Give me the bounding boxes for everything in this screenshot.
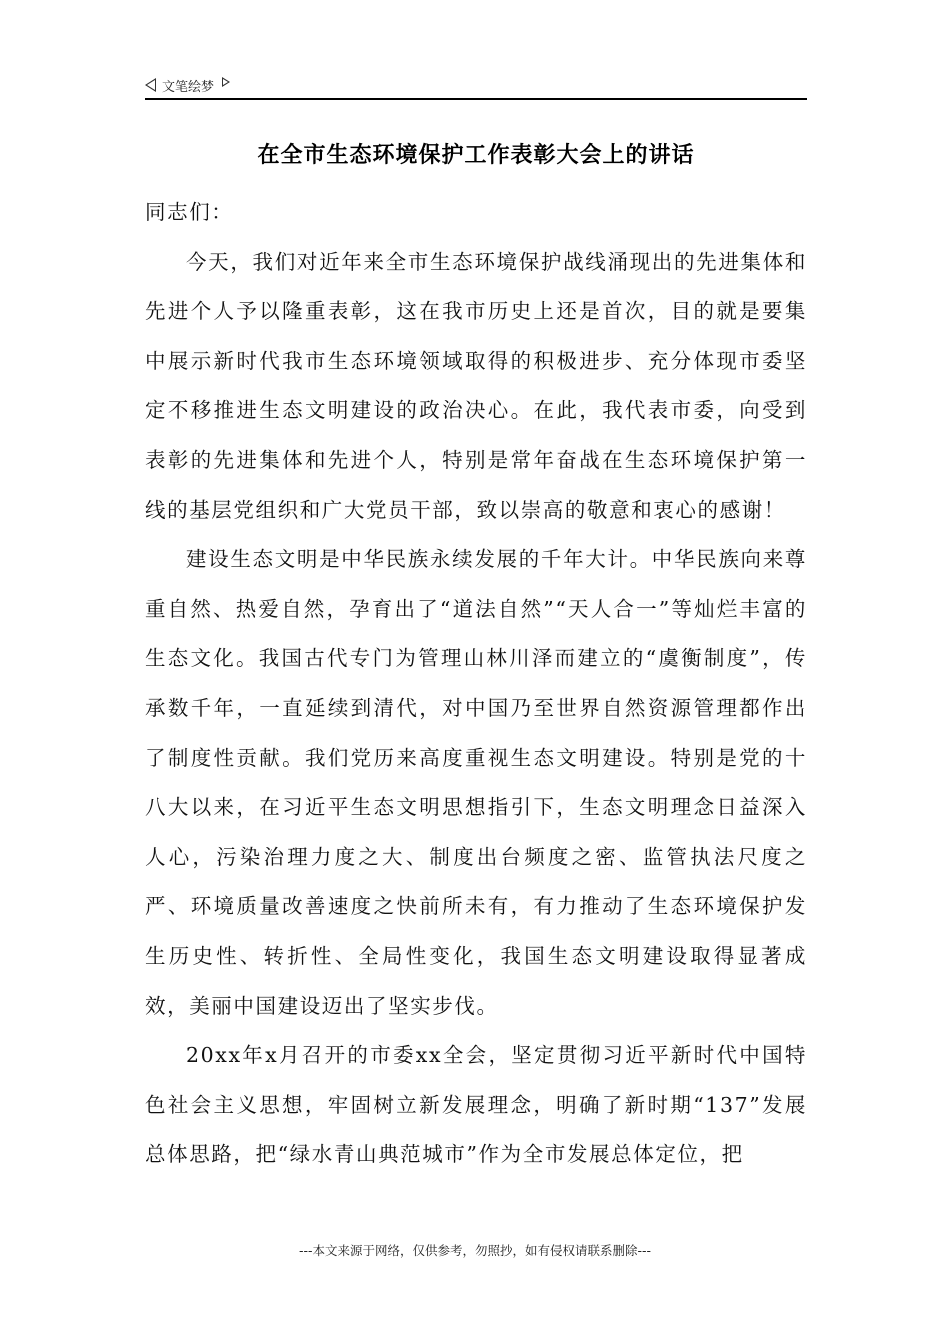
paragraph-2: 建设生态文明是中华民族永续发展的千年大计。中华民族向来尊重自然、热爱自然，孕育出了“道法自然”“天人合一”等灿烂丰富的生态文化。我国古代专门为管理山林川泽而建立的“虞衡制度”，传承数千年，一直延续到清代，对中国乃至世界自然资源管理都作出了制度性贡献。我们党历来高度重视生态文明建设。特别是党的十八大以来，在习近平生态文明思想指引下，生态文明理念日益深入人心，污染治理力度之大、制度出台频度之密、监管执法尺度之严、环境质量改善速度之快前所未有，有力推动了生态环境保护发生历史性、转折性、全局性变化，我国生态文明建设取得显著成效，美丽中国建设迈出了坚实步伐。 (145, 547, 807, 1018)
header-brand-text: 文笔绘梦 (162, 79, 215, 95)
salutation: 同志们： (145, 200, 234, 224)
document-body (145, 188, 807, 1180)
header-brand-group (145, 74, 230, 96)
page-header (145, 74, 807, 100)
document-title: 在全市生态环境保护工作表彰大会上的讲话 (257, 143, 695, 168)
paragraph-3: 20xx年x月召开的市委xx全会，坚定贯彻习近平新时代中国特色社会主义思想，牢固树立新发展理念，明确了新时期“137”发展总体思路，把“绿水青山典范城市”作为全市发展总体定位，把 (145, 1043, 807, 1167)
paragraph-1: 今天，我们对近年来全市生态环境保护战线涌现出的先进集体和先进个人予以隆重表彰，这在我市历史上还是首次，目的就是要集中展示新时代我市生态环境领域取得的积极进步、充分体现市委坚定不移推进生态文明建设的政治决心。在此，我代表市委，向受到表彰的先进集体和先进个人，特别是常年奋战在生态环境保护第一线的基层党组织和广大党员干部，致以崇高的敬意和衷心的感谢！ (145, 249, 807, 522)
footer-disclaimer: ---本文来源于网络，仅供参考，勿照抄，如有侵权请联系删除--- (298, 1243, 652, 1258)
triangle-left-outline-icon (145, 78, 156, 92)
triangle-right-outline-icon (222, 77, 230, 87)
